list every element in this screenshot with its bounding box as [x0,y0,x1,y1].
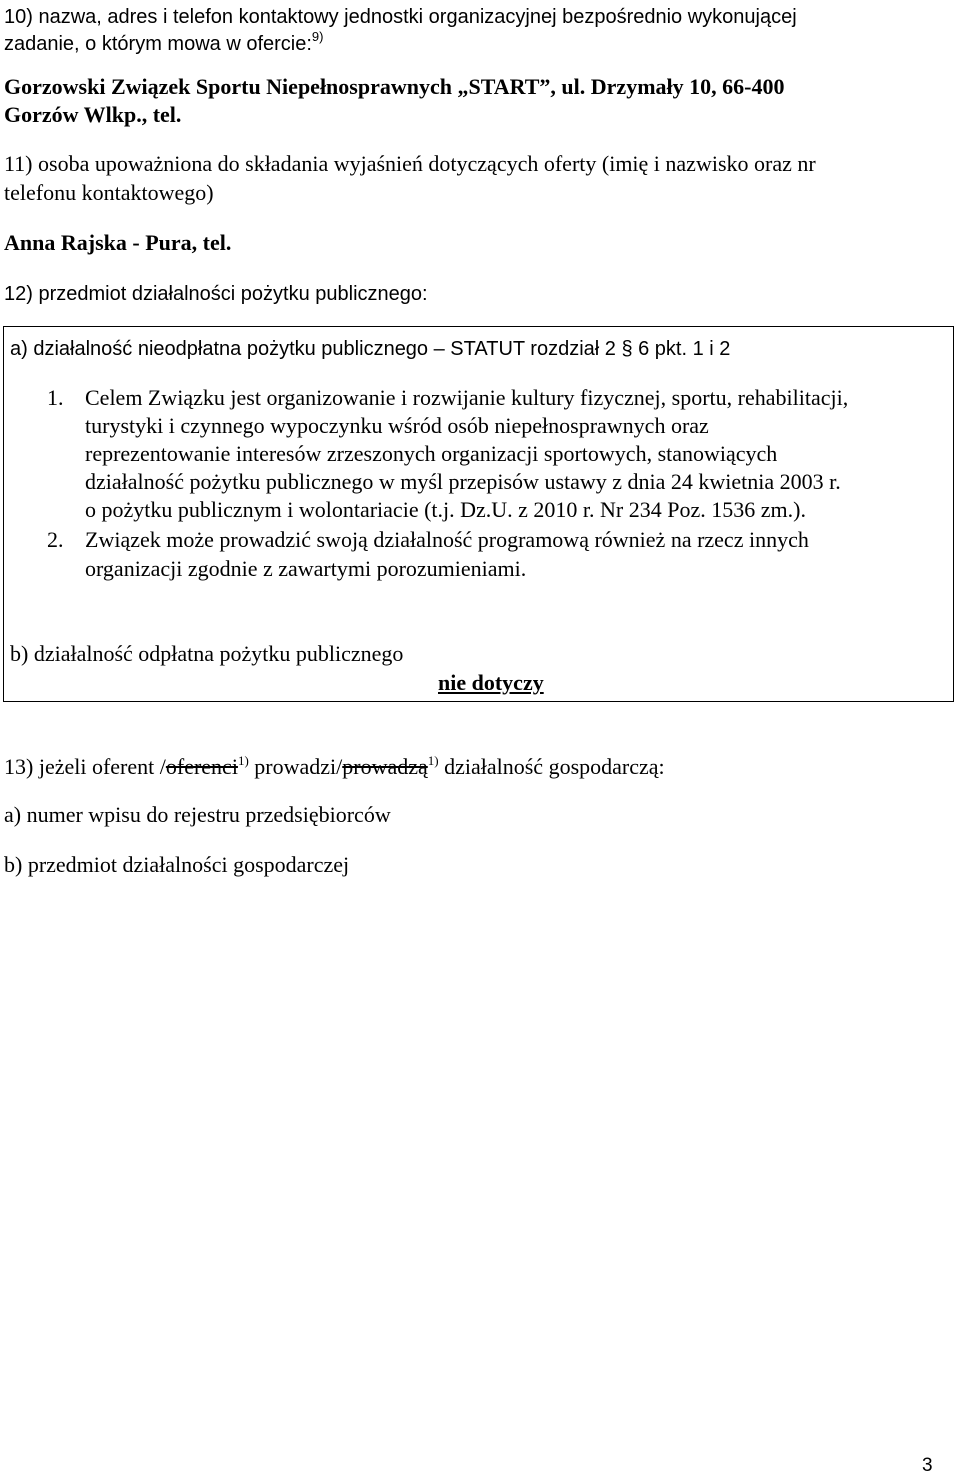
section-13-heading [4,754,665,780]
section-11-line-2: telefonu kontaktowego) [4,180,214,205]
box-item-b-answer: nie dotyczy [438,670,544,695]
footnote-ref-1a: 1) [237,753,249,768]
section-11-line-1: 11) osoba upoważniona do składania wyjaśnień dotyczących oferty (imię i nazwisko oraz nr [4,151,816,176]
section-12-heading: 12) przedmiot działalności pożytku publicznego: [4,283,428,305]
box-paragraph-2-line-1: Związek może prowadzić swoją działalność programową również na rzecz innych [85,527,809,552]
section-10-answer-line-2: Gorzów Wlkp., tel. [4,102,182,127]
page-number: 3 [922,1455,933,1476]
section-10-line-2 [4,31,323,57]
section-13-part-3: działalność gospodarczą: [438,754,665,779]
section-13-struck-oferenci: oferenci [165,754,238,779]
box-paragraph-1-line-1: Celem Związku jest organizowanie i rozwijanie kultury fizycznej, sportu, rehabilitacji, [85,385,849,410]
section-13-part-2: prowadzi/ [248,754,343,779]
box-item-b: b) działalność odpłatna pożytku publicznego [10,641,404,666]
box-paragraph-2-number: 2. [47,527,64,552]
section-11-answer: Anna Rajska - Pura, tel. [4,230,232,255]
box-paragraph-1-number: 1. [47,385,64,410]
section-13-item-b: b) przedmiot działalności gospodarczej [4,852,350,877]
box-paragraph-1-line-4: działalność pożytku publicznego w myśl przepisów ustawy z dnia 24 kwietnia 2003 r. [85,469,841,494]
footnote-ref-1b: 1) [427,753,439,768]
box-paragraph-2-line-2: organizacji zgodnie z zawartymi porozumieniami. [85,556,527,581]
box-paragraph-1-line-2: turystyki i czynnego wypoczynku wśród osób niepełnosprawnych oraz [85,413,709,438]
section-13-item-a: a) numer wpisu do rejestru przedsiębiorców [4,802,391,827]
section-10-line-2-text: zadanie, o którym mowa w ofercie: [4,33,312,55]
section-10-answer-line-1: Gorzowski Związek Sportu Niepełnosprawnych „START”, ul. Drzymały 10, 66-400 [4,74,785,99]
section-10-line-1: 10) nazwa, adres i telefon kontaktowy jednostki organizacyjnej bezpośrednio wykonującej [4,6,797,28]
section-13-part-1: 13) jeżeli oferent / [4,754,166,779]
box-paragraph-1-line-5: o pożytku publicznym i wolontariacie (t.j. Dz.U. z 2010 r. Nr 234 Poz. 1536 zm.). [85,497,806,522]
footnote-ref-9: 9) [311,29,324,44]
section-13-struck-prowadza: prowadzą [342,754,428,779]
box-item-a: a) działalność nieodpłatna pożytku publicznego – STATUT rozdział 2 § 6 pkt. 1 i 2 [10,338,731,360]
box-paragraph-1-line-3: reprezentowanie interesów zrzeszonych organizacji sportowych, stanowiących [85,441,778,466]
